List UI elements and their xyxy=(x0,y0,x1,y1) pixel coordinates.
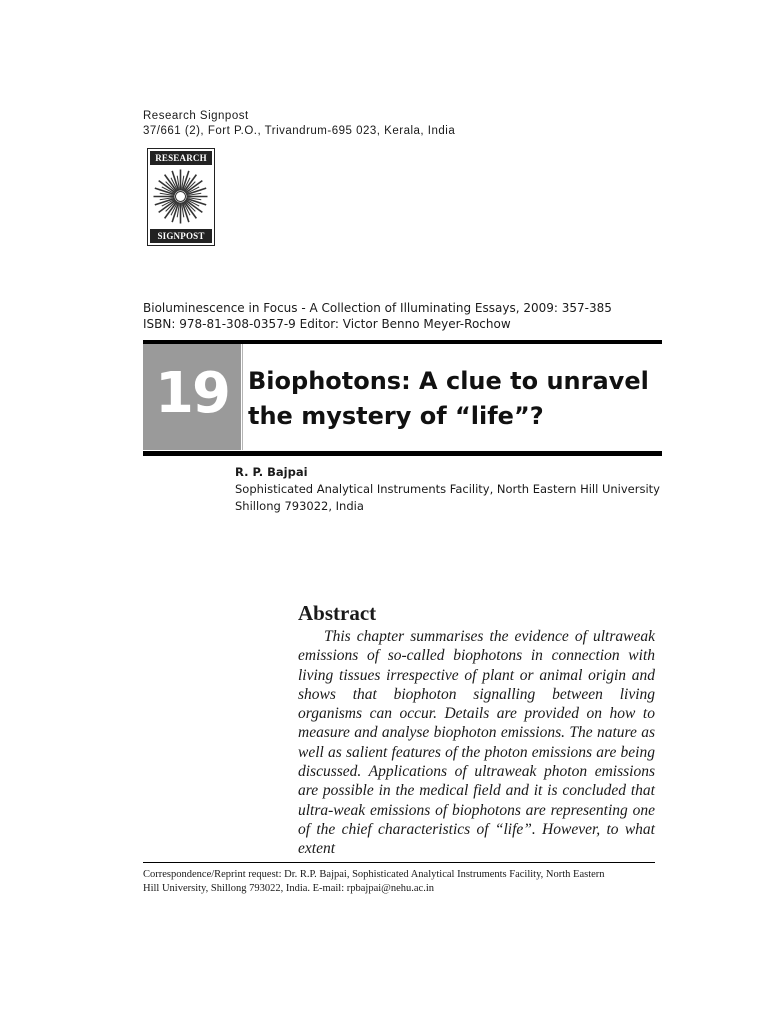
chapter-title-line1: Biophotons: A clue to unravel xyxy=(248,367,649,395)
footnote-rule xyxy=(143,862,655,863)
title-bottom-rule xyxy=(143,451,662,456)
publisher-name: Research Signpost xyxy=(143,110,249,122)
abstract-text: This chapter summarises the evidence of ultraweak emissions of so-called biophotons in connection with living tissues irrespective of plant or animal origin and shows that biophoton signalling between living organisms can occur. Details are provided on how to measure and analyse biophoton emissions. The nature as well as salient features of the photon emissions are being discussed. Applications of ultraweak photon emissions are possible in the medical field and it is concluded that ultra-weak emissions of biophotons are representing one of the chief characteristics of “life”. However, to what extent xyxy=(298,628,655,858)
author-block xyxy=(235,464,660,515)
chapter-title-line2: the mystery of “life”? xyxy=(248,402,544,430)
author-affiliation: Sophisticated Analytical Instruments Facility, North Eastern Hill University xyxy=(235,482,660,496)
book-citation: Bioluminescence in Focus - A Collection of Illuminating Essays, 2009: 357-385 xyxy=(143,301,612,315)
logo-top-text: RESEARCH xyxy=(150,151,212,165)
book-isbn-editor: ISBN: 978-81-308-0357-9 Editor: Victor Benno Meyer-Rochow xyxy=(143,317,511,331)
chapter-number: 19 xyxy=(155,361,229,426)
publisher-block xyxy=(143,109,455,139)
footnote-line1: Correspondence/Reprint request: Dr. R.P. Bajpai, Sophisticated Analytical Instruments Facility, North Eastern xyxy=(143,869,605,880)
footnote xyxy=(143,868,658,896)
author-location: Shillong 793022, India xyxy=(235,499,364,513)
abstract-heading: Abstract xyxy=(298,601,377,625)
chapter-number-box xyxy=(143,344,241,450)
sunburst-icon xyxy=(151,167,210,226)
publisher-address: 37/661 (2), Fort P.O., Trivandrum-695 023, Kerala, India xyxy=(143,125,456,137)
footnote-line2: Hill University, Shillong 793022, India. E-mail: rpbajpai@nehu.ac.in xyxy=(143,883,434,894)
logo-bottom-text: SIGNPOST xyxy=(150,229,212,243)
author-name: R. P. Bajpai xyxy=(235,465,308,479)
book-info xyxy=(143,300,612,332)
publisher-logo xyxy=(147,148,215,246)
chapter-title xyxy=(248,364,658,434)
title-divider xyxy=(242,344,243,450)
